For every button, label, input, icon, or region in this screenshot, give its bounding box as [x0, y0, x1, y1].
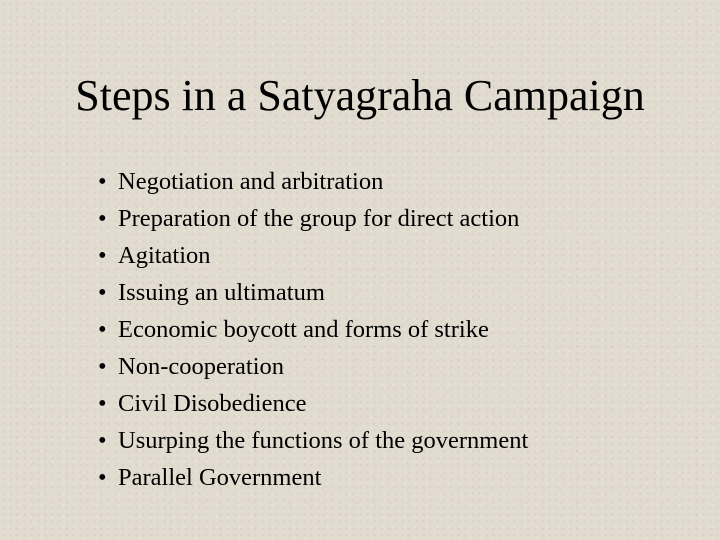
- bullet-text: Negotiation and arbitration: [118, 168, 384, 195]
- bullet-item: [98, 200, 528, 237]
- bullet-list: [98, 163, 528, 496]
- bullet-text: Preparation of the group for direct action: [118, 205, 520, 232]
- bullet-icon: •: [98, 353, 107, 380]
- bullet-text: Economic boycott and forms of strike: [118, 316, 489, 343]
- bullet-item: [98, 237, 528, 274]
- bullet-item: [98, 274, 528, 311]
- bullet-item: [98, 422, 528, 459]
- bullet-text: Non-cooperation: [118, 353, 284, 380]
- bullet-item: [98, 311, 528, 348]
- bullet-icon: •: [98, 279, 107, 306]
- bullet-icon: •: [98, 464, 107, 491]
- bullet-text: Parallel Government: [118, 464, 322, 491]
- bullet-item: [98, 459, 528, 496]
- bullet-icon: •: [98, 168, 107, 195]
- slide-title: Steps in a Satyagraha Campaign: [75, 71, 645, 120]
- bullet-icon: •: [98, 242, 107, 269]
- bullet-icon: •: [98, 205, 107, 232]
- bullet-text: Usurping the functions of the government: [118, 427, 529, 454]
- bullet-icon: •: [98, 427, 107, 454]
- bullet-text: Agitation: [118, 242, 211, 269]
- bullet-icon: •: [98, 390, 107, 417]
- bullet-icon: •: [98, 316, 107, 343]
- bullet-text: Civil Disobedience: [118, 390, 307, 417]
- bullet-text: Issuing an ultimatum: [118, 279, 325, 306]
- bullet-item: [98, 348, 528, 385]
- bullet-item: [98, 163, 528, 200]
- bullet-item: [98, 385, 528, 422]
